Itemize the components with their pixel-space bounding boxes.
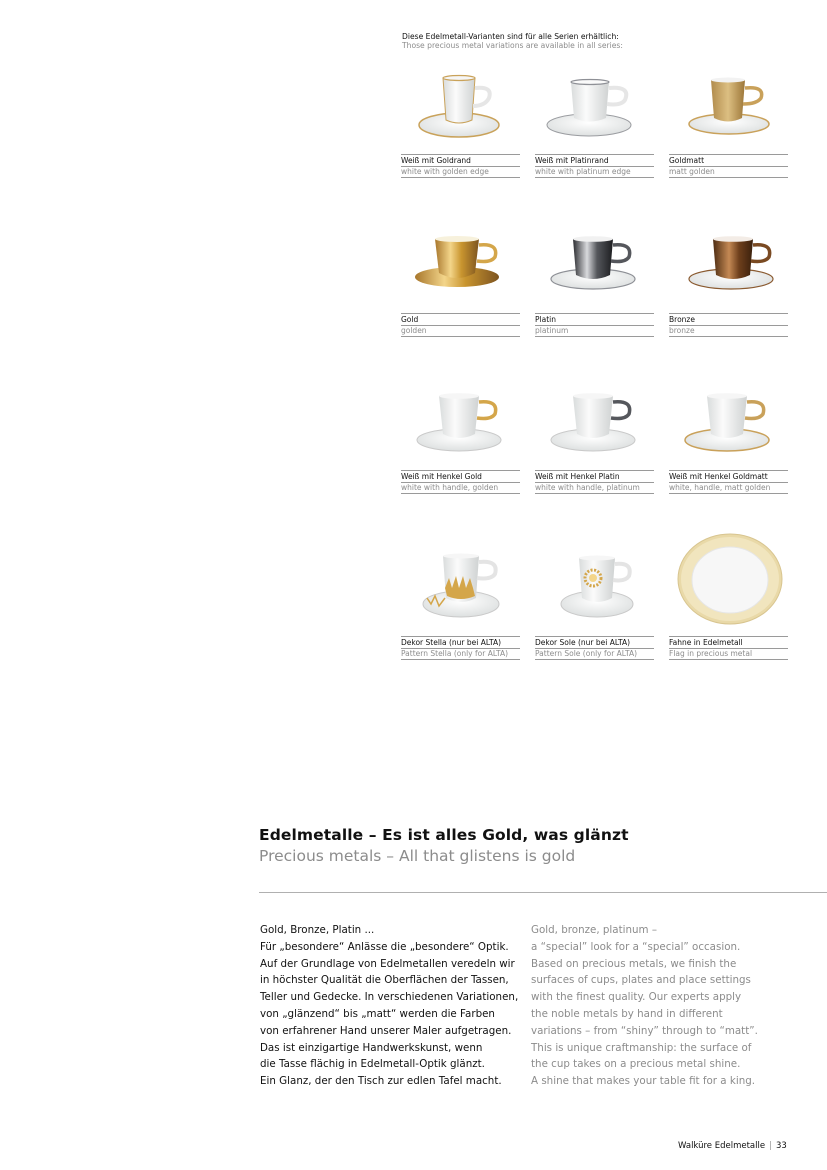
caption (669, 313, 788, 337)
caption-de: Weiß mit Goldrand (401, 154, 520, 166)
cup-white-handle-golden-image (401, 388, 520, 468)
caption-en: white with platinum edge (535, 166, 654, 178)
caption-en: Pattern Sole (only for ALTA) (535, 648, 654, 660)
caption-en: Flag in precious metal (669, 648, 788, 660)
body-line: Auf der Grundlage von Edelmetallen veredeln wir (260, 957, 515, 970)
caption-en: matt golden (669, 166, 788, 178)
body-line: Für „besondere“ Anlässe die „besondere“ Optik. (260, 940, 509, 953)
caption-de: Weiß mit Henkel Platin (535, 470, 654, 482)
intro-de: Diese Edelmetall-Varianten sind für alle Serien erhältlich: (402, 32, 619, 41)
caption-de: Goldmatt (669, 154, 788, 166)
caption-de: Gold (401, 313, 520, 325)
body-line: A shine that makes your table fit for a king. (531, 1075, 756, 1088)
cup-white-handle-matt-golden-image (669, 388, 788, 468)
plate-flag-image (669, 532, 788, 632)
body-line: Based on precious metals, we finish the (531, 957, 737, 970)
caption-en: Pattern Stella (only for ALTA) (401, 648, 520, 660)
body-line: variations – from “shiny” through to “matt”. (531, 1024, 758, 1037)
body-line: the cup takes on a precious metal shine. (531, 1058, 741, 1071)
cup-golden-image (401, 231, 520, 311)
heading-de: Edelmetalle – Es ist alles Gold, was glänzt (259, 826, 629, 844)
caption-en: platinum (535, 325, 654, 337)
cup-white-gold-edge-image (401, 72, 520, 152)
footer-separator: | (769, 1141, 772, 1151)
caption-en: white with handle, platinum (535, 482, 654, 494)
body-line: Gold, bronze, platinum – (531, 924, 657, 936)
page-number: 33 (775, 1141, 787, 1151)
body-line: with the finest quality. Our experts apply (531, 991, 742, 1004)
caption (535, 154, 654, 178)
heading-en: Precious metals – All that glistens is gold (259, 847, 576, 865)
caption (401, 313, 520, 337)
caption-de: Weiß mit Henkel Gold (401, 470, 520, 482)
caption (535, 636, 654, 660)
caption (401, 154, 520, 178)
footer-title: Walküre Edelmetalle (678, 1141, 766, 1151)
cup-matt-golden-image (669, 72, 788, 152)
caption-de: Bronze (669, 313, 788, 325)
caption-de: Dekor Sole (nur bei ALTA) (535, 636, 654, 648)
caption (401, 470, 520, 494)
body-line: die Tasse flächig in Edelmetall-Optik glänzt. (260, 1058, 485, 1071)
caption-de: Platin (535, 313, 654, 325)
body-line: von „glänzend“ bis „matt“ werden die Farben (260, 1007, 495, 1020)
caption-en: bronze (669, 325, 788, 337)
caption (669, 154, 788, 178)
cup-white-platinum-edge-image (535, 72, 654, 152)
cup-platinum-image (535, 231, 654, 311)
body-line: the noble metals by hand in different (531, 1007, 723, 1020)
body-line: Teller und Gedecke. In verschiedenen Variationen, (260, 991, 519, 1004)
body-line: Gold, Bronze, Platin ... (260, 924, 375, 936)
intro-text (402, 32, 623, 50)
caption-en: white with golden edge (401, 166, 520, 178)
caption-de: Dekor Stella (nur bei ALTA) (401, 636, 520, 648)
divider (259, 892, 827, 893)
caption (401, 636, 520, 660)
cup-pattern-stella-image (401, 552, 520, 632)
caption-en: white with handle, golden (401, 482, 520, 494)
intro-en: Those precious metal variations are available in all series: (402, 41, 623, 50)
body-line: Ein Glanz, der den Tisch zur edlen Tafel macht. (260, 1075, 502, 1088)
body-line: a “special” look for a “special” occasion. (531, 940, 741, 953)
caption-de: Weiß mit Platinrand (535, 154, 654, 166)
body-line: Das ist einzigartige Handwerkskunst, wenn (260, 1041, 483, 1054)
body-text-en (531, 922, 801, 1090)
body-line: This is unique craftmanship: the surface of (531, 1041, 752, 1054)
caption-de: Fahne in Edelmetall (669, 636, 788, 648)
body-line: in höchster Qualität die Oberflächen der Tassen, (260, 974, 509, 987)
caption (535, 313, 654, 337)
body-text-de (260, 922, 530, 1090)
cup-white-handle-platinum-image (535, 388, 654, 468)
caption-en: white, handle, matt golden (669, 482, 788, 494)
body-line: von erfahrener Hand unserer Maler aufgetragen. (260, 1024, 512, 1037)
caption (535, 470, 654, 494)
caption (669, 636, 788, 660)
body-line: surfaces of cups, plates and place settings (531, 974, 751, 987)
cup-bronze-image (669, 231, 788, 311)
caption (669, 470, 788, 494)
caption-de: Weiß mit Henkel Goldmatt (669, 470, 788, 482)
cup-pattern-sole-image (535, 552, 654, 632)
caption-en: golden (401, 325, 520, 337)
page-footer (678, 1141, 787, 1151)
